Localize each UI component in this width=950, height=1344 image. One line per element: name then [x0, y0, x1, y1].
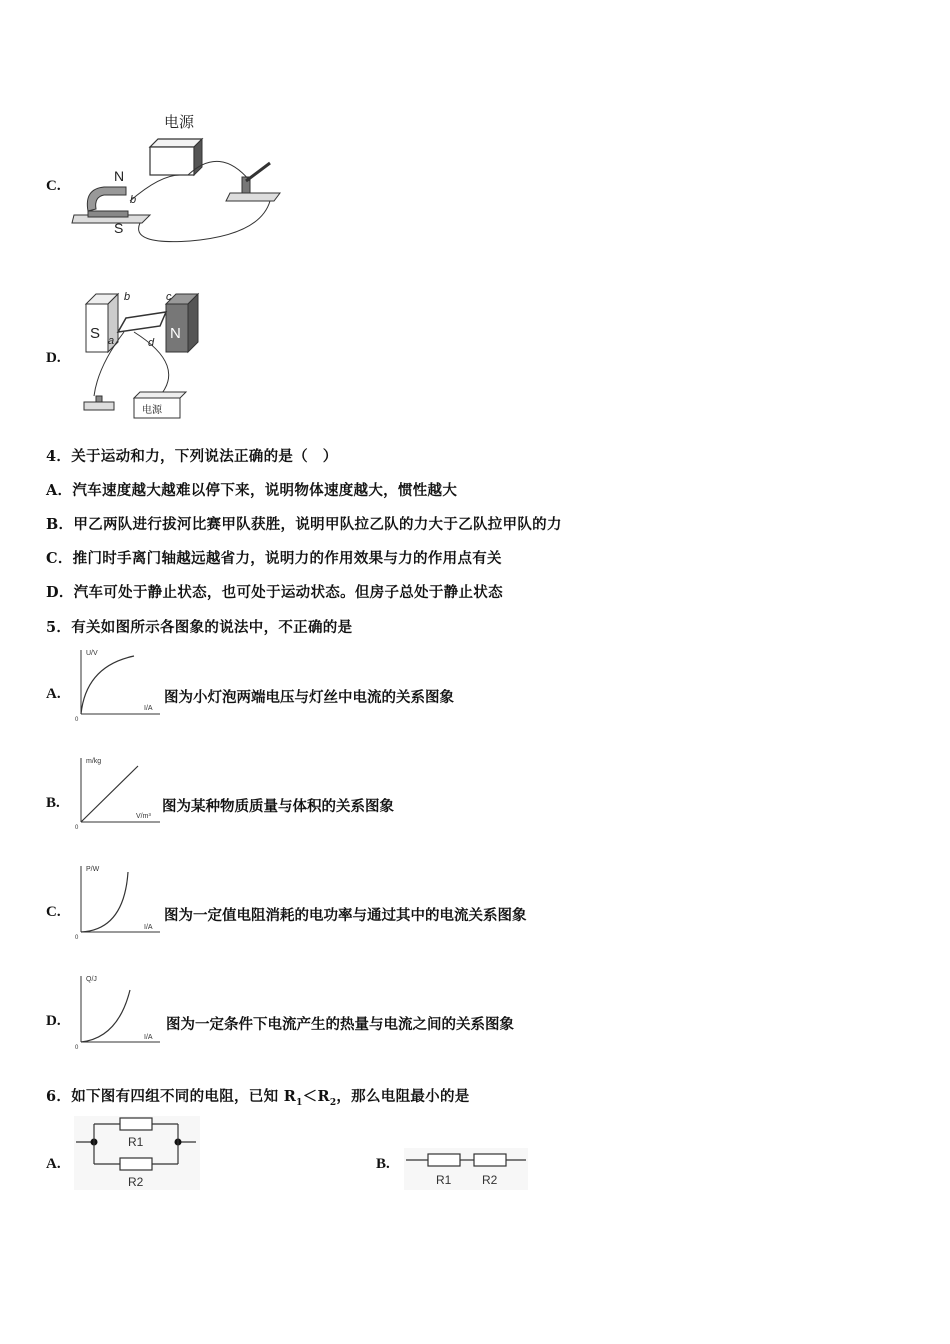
- magnet-s: S: [114, 220, 124, 236]
- resistor-r2-b: R2: [482, 1173, 498, 1187]
- q5-caption-d: 图为一定条件下电流产生的热量与电流之间的关系图象: [166, 1016, 514, 1033]
- q5-option-d-label: D.: [46, 1013, 61, 1029]
- axis-y-c: P/W: [86, 866, 100, 873]
- q5-graph-b: [72, 754, 162, 830]
- q5-option-a-label: A.: [46, 686, 61, 702]
- coil-d: d: [148, 337, 155, 349]
- q5-caption-b: 图为某种物质质量与体积的关系图象: [162, 798, 394, 815]
- magnet-s-d: S: [90, 325, 101, 342]
- resistor-r1-b: R1: [436, 1173, 452, 1187]
- q5-graph-d: [72, 972, 162, 1050]
- q3-option-c-label: C.: [46, 178, 61, 194]
- q6-circuit-b-series: [404, 1148, 528, 1190]
- coil-a: a: [108, 335, 115, 347]
- power-label: 电源: [164, 114, 195, 131]
- rod-b: b: [130, 194, 137, 206]
- origin-c: 0: [75, 935, 79, 940]
- q5-stem: 5．有关如图所示各图象的说法中，不正确的是: [46, 619, 353, 636]
- origin-d: 0: [75, 1045, 79, 1050]
- coil-b: b: [124, 291, 131, 303]
- q6-sub1: 1: [296, 1097, 303, 1108]
- axis-x-b: V/m³: [136, 813, 151, 820]
- q6-stem-mid: ＜R: [302, 1088, 330, 1105]
- q3-option-c-figure: [70, 105, 290, 245]
- coil-c: c: [166, 291, 172, 303]
- resistor-r2-a: R2: [128, 1175, 144, 1189]
- q6-option-b-label: B.: [376, 1156, 390, 1172]
- axis-x-d: I/A: [144, 1034, 153, 1041]
- resistor-r1-a: R1: [128, 1135, 144, 1149]
- q3-option-d-label: D.: [46, 350, 61, 366]
- origin-a: 0: [75, 717, 79, 723]
- q6-stem-pre: 6．如下图有四组不同的电阻，已知 R: [46, 1088, 297, 1105]
- axis-y-a: U/V: [86, 650, 98, 657]
- q4-option-a: A．汽车速度越大越难以停下来，说明物体速度越大，惯性越大: [46, 482, 458, 499]
- q5-graph-a: [72, 646, 162, 724]
- q4-option-b: B．甲乙两队进行拔河比赛甲队获胜，说明甲队拉乙队的力大于乙队拉甲队的力: [46, 516, 562, 533]
- q5-option-b-label: B.: [46, 795, 60, 811]
- power-d: 电源: [142, 405, 162, 416]
- axis-x-c: I/A: [144, 924, 153, 931]
- axis-y-d: Q/J: [86, 976, 97, 983]
- origin-b: 0: [75, 825, 79, 830]
- q5-caption-c: 图为一定值电阻消耗的电功率与通过其中的电流关系图象: [164, 907, 527, 924]
- axis-x-a: I/A: [144, 705, 153, 712]
- magnet-n-d: N: [170, 325, 181, 342]
- q6-option-a-label: A.: [46, 1156, 61, 1172]
- magnet-n: N: [114, 168, 125, 184]
- q6-stem-post: ，那么电阻最小的是: [336, 1088, 470, 1105]
- q6-stem: [46, 1085, 470, 1108]
- q5-caption-a: 图为小灯泡两端电压与灯丝中电流的关系图象: [164, 689, 454, 706]
- q5-option-c-label: C.: [46, 904, 61, 920]
- q6-circuit-a-parallel: [74, 1116, 200, 1190]
- q4-option-d: D．汽车可处于静止状态，也可处于运动状态。但房子总处于静止状态: [46, 584, 503, 601]
- q5-graph-c: [72, 862, 162, 940]
- q3-option-d-figure: [78, 286, 208, 420]
- axis-y-b: m/kg: [86, 758, 102, 765]
- q4-option-c: C．推门时手离门轴越远越省力，说明力的作用效果与力的作用点有关: [46, 550, 502, 567]
- q4-stem: 4．关于运动和力，下列说法正确的是（ ）: [46, 448, 338, 465]
- q6-sub2: 2: [329, 1097, 337, 1108]
